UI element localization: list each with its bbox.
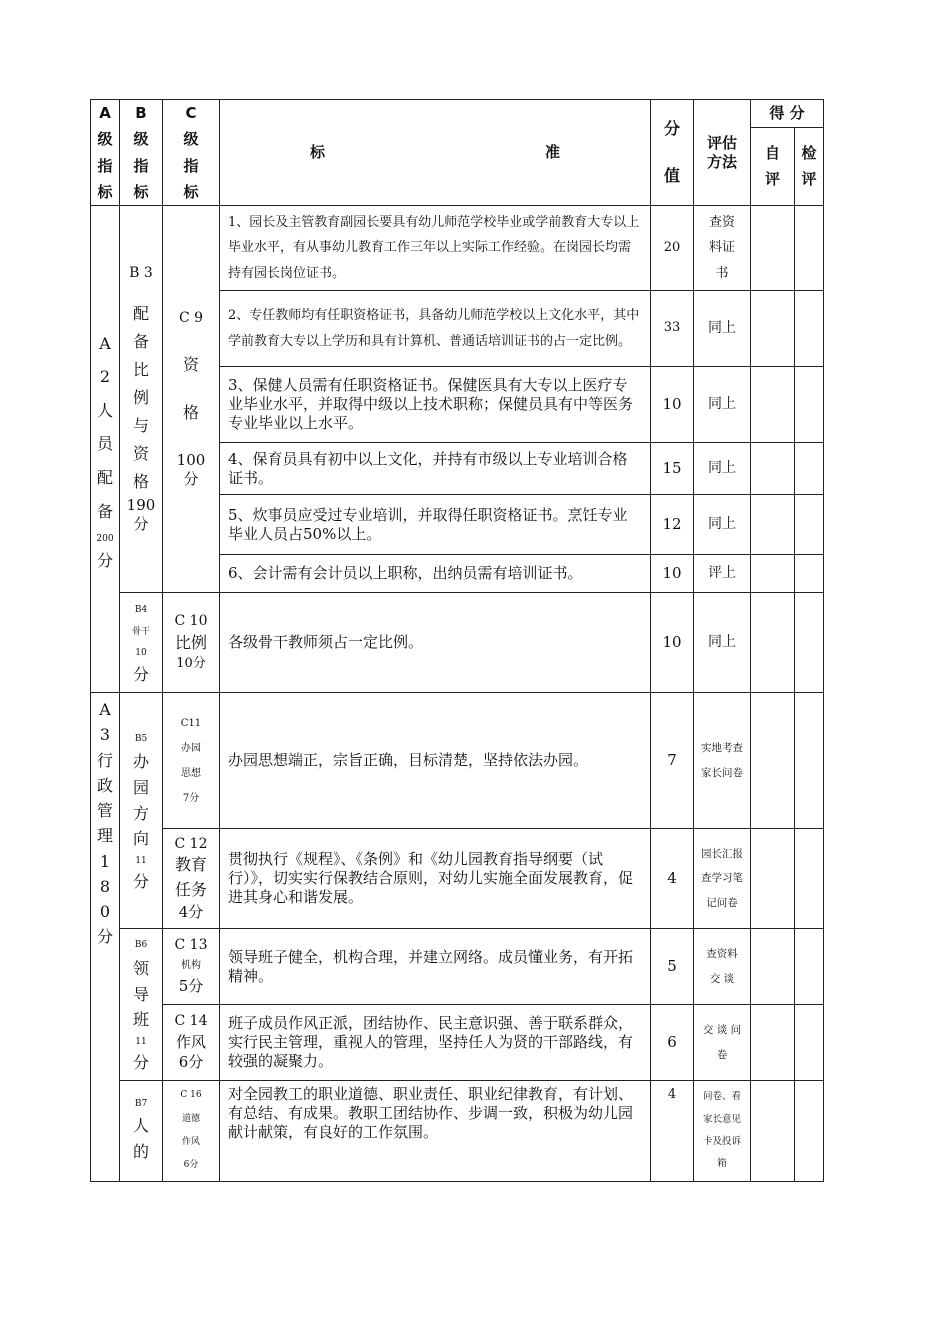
value-cell: 6: [651, 1005, 694, 1081]
value-cell: 33: [651, 291, 694, 367]
method-cell: 交 谈 问 卷: [694, 1005, 751, 1081]
standard-text: 1、园长及主管教育副园长要具有幼儿师范学校毕业或学前教育大专以上毕业水平，有从事幼儿教育工作三年以上实际工作经验。在岗园长均需持有园长岗位证书。: [220, 206, 651, 291]
method-cell: 同上: [694, 367, 751, 443]
check-eval-input[interactable]: [795, 443, 824, 495]
table-row: [91, 1081, 824, 1182]
check-eval-input[interactable]: [795, 1005, 824, 1081]
method-cell: 同上: [694, 291, 751, 367]
value-cell: 12: [651, 495, 694, 555]
value-cell: 15: [651, 443, 694, 495]
header-method: 评估方法: [694, 100, 751, 206]
value-cell: 7: [651, 693, 694, 829]
method-cell: 问卷、看家长意见卡及投诉箱: [694, 1081, 751, 1182]
c16-cell: C 16 道德作风 6分: [163, 1081, 220, 1182]
method-cell: 实地考查家长问卷: [694, 693, 751, 829]
self-eval-input[interactable]: [751, 206, 795, 291]
self-eval-input[interactable]: [751, 1081, 795, 1182]
self-eval-input[interactable]: [751, 555, 795, 593]
b5-cell: B5 办园方向 11 分: [120, 693, 163, 929]
standard-text: 2、专任教师均有任职资格证书，具备幼儿师范学校以上文化水平，其中学前教育大专以上学历和具有计算机、普通话培训证书的占一定比例。: [220, 291, 651, 367]
standard-text: 4、保育员具有初中以上文化，并持有市级以上专业培训合格证书。: [220, 443, 651, 495]
header-check-eval: 检评: [795, 127, 824, 205]
header-standard: 标 准: [220, 100, 651, 206]
self-eval-input[interactable]: [751, 443, 795, 495]
method-cell: 同上: [694, 443, 751, 495]
standard-text: 领导班子健全，机构合理，并建立网络。成员懂业务，有开拓精神。: [220, 929, 651, 1005]
table-row: [91, 829, 824, 929]
standard-text: 对全园教工的职业道德、职业责任、职业纪律教育，有计划、有总结、有成果。教职工团结协作、步调一致，积极为幼儿园献计献策，有良好的工作氛围。: [220, 1081, 651, 1182]
c14-cell: C 14 作风 6分: [163, 1005, 220, 1081]
evaluation-table: [90, 99, 824, 1182]
value-cell: 4: [651, 829, 694, 929]
value-cell: 10: [651, 367, 694, 443]
check-eval-input[interactable]: [795, 829, 824, 929]
self-eval-input[interactable]: [751, 829, 795, 929]
header-score: 得 分: [751, 100, 824, 128]
check-eval-input[interactable]: [795, 693, 824, 829]
b4-cell: B4 骨干 10 分: [120, 593, 163, 693]
value-cell: 4: [651, 1081, 694, 1182]
a2-cell: A2人员配备 200 分: [91, 206, 120, 693]
self-eval-input[interactable]: [751, 291, 795, 367]
method-cell: 同上: [694, 593, 751, 693]
standard-text: 6、会计需有会计员以上职称，出纳员需有培训证书。: [220, 555, 651, 593]
check-eval-input[interactable]: [795, 291, 824, 367]
standard-text: 各级骨干教师须占一定比例。: [220, 593, 651, 693]
value-cell: 10: [651, 555, 694, 593]
table-row: [91, 206, 824, 291]
self-eval-input[interactable]: [751, 593, 795, 693]
c13-cell: C 13 机构 5分: [163, 929, 220, 1005]
c10-cell: C 10 比例 10分: [163, 593, 220, 693]
table-row: [91, 929, 824, 1005]
method-cell: 评上: [694, 555, 751, 593]
header-self-eval: 自评: [751, 127, 795, 205]
standard-text: 3、保健人员需有任职资格证书。保健医具有大专以上医疗专业毕业水平，并取得中级以上技术职称；保健员具有中等医务专业毕业以上水平。: [220, 367, 651, 443]
header-a-level: A级指标: [91, 100, 120, 206]
header-value: 分值: [651, 100, 694, 206]
b7-cell: B7 人的: [120, 1081, 163, 1182]
c9-cell: C 9 资 格 100 分: [163, 206, 220, 593]
self-eval-input[interactable]: [751, 367, 795, 443]
value-cell: 20: [651, 206, 694, 291]
value-cell: 10: [651, 593, 694, 693]
check-eval-input[interactable]: [795, 495, 824, 555]
c12-cell: C 12 教育任务 4分: [163, 829, 220, 929]
check-eval-input[interactable]: [795, 929, 824, 1005]
check-eval-input[interactable]: [795, 555, 824, 593]
value-cell: 5: [651, 929, 694, 1005]
self-eval-input[interactable]: [751, 1005, 795, 1081]
c11-cell: C11 办园思想 7分: [163, 693, 220, 829]
table-row: [91, 593, 824, 693]
check-eval-input[interactable]: [795, 367, 824, 443]
standard-text: 办园思想端正，宗旨正确，目标清楚，坚持依法办园。: [220, 693, 651, 829]
check-eval-input[interactable]: [795, 1081, 824, 1182]
self-eval-input[interactable]: [751, 495, 795, 555]
standard-text: 5、炊事员应受过专业培训，并取得任职资格证书。烹饪专业毕业人员占50%以上。: [220, 495, 651, 555]
table-row: [91, 693, 824, 829]
method-cell: 同上: [694, 495, 751, 555]
check-eval-input[interactable]: [795, 593, 824, 693]
header-b-level: B级指标: [120, 100, 163, 206]
standard-text: 贯彻执行《规程》、《条例》和《幼儿园教育指导纲要（试行）》，切实实行保教结合原则，对幼儿实施全面发展教育，促进其身心和谐发展。: [220, 829, 651, 929]
method-cell: 查资料 交 谈: [694, 929, 751, 1005]
b6-cell: B6 领导班 11 分: [120, 929, 163, 1081]
self-eval-input[interactable]: [751, 929, 795, 1005]
standard-text: 班子成员作风正派，团结协作、民主意识强、善于联系群众，实行民主管理，重视人的管理，坚持任人为贤的干部路线，有较强的凝聚力。: [220, 1005, 651, 1081]
method-cell: 查资料证书: [694, 206, 751, 291]
method-cell: 园长汇报查学习笔记问卷: [694, 829, 751, 929]
self-eval-input[interactable]: [751, 693, 795, 829]
check-eval-input[interactable]: [795, 206, 824, 291]
b3-cell: B 3 配备比例与资格 190 分: [120, 206, 163, 593]
header-c-level: C级指标: [163, 100, 220, 206]
table-row: [91, 1005, 824, 1081]
a3-cell: A3行政管理180分: [91, 693, 120, 1182]
